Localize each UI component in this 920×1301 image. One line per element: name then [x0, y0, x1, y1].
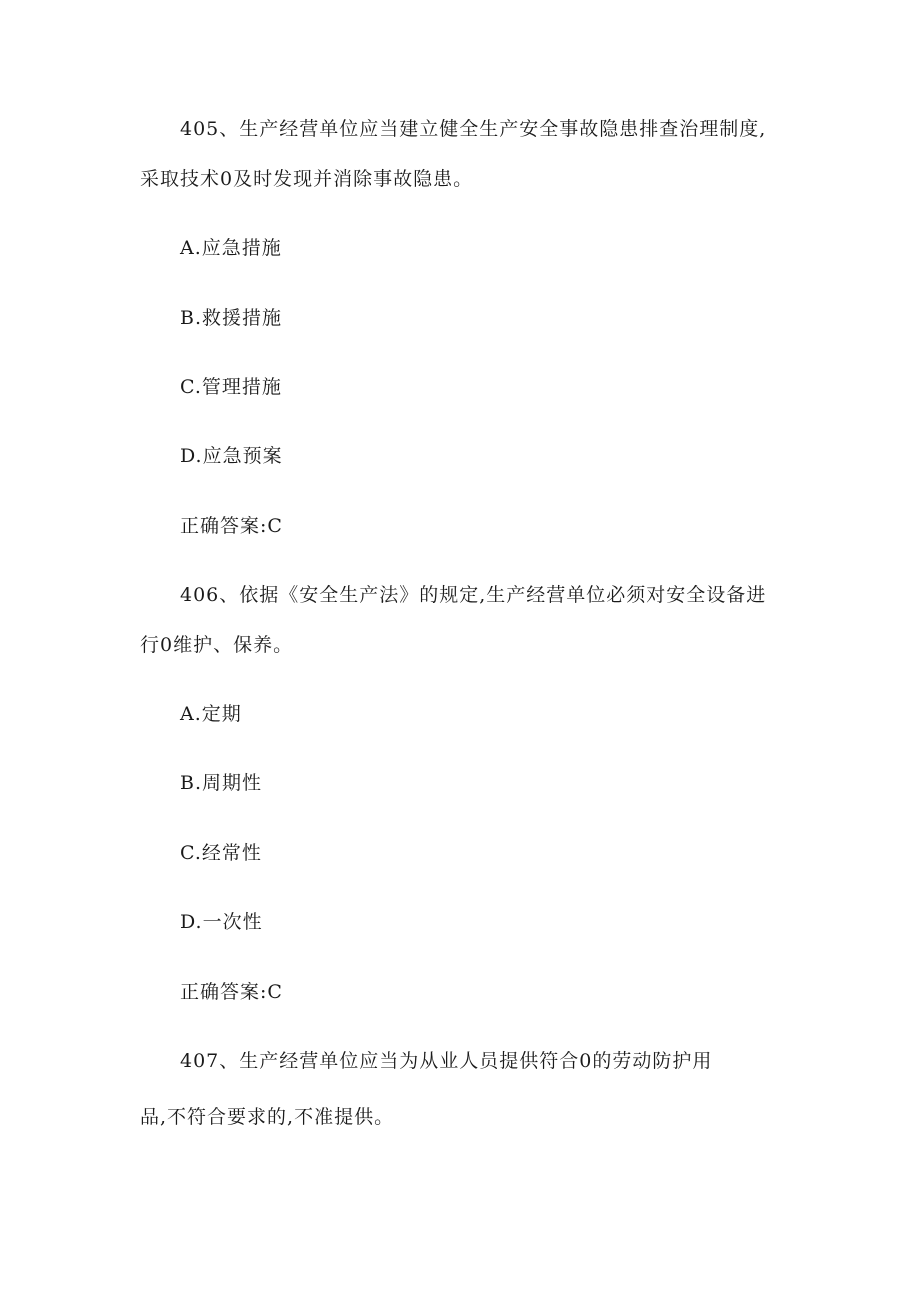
question-stem-line: 407、生产经营单位应当为从业人员提供符合0的劳动防护用	[180, 1050, 713, 1072]
option-a: A.应急措施	[180, 237, 282, 259]
question-stem-line: 行0维护、保养。	[140, 634, 294, 656]
option-c: C.管理措施	[180, 376, 282, 398]
option-a: A.定期	[180, 703, 242, 725]
question-stem-line: 406、依据《安全生产法》的规定,生产经营单位必须对安全设备进	[180, 584, 767, 606]
question-stem-line: 采取技术0及时发现并消除事故隐患。	[140, 168, 474, 190]
question-stem-line: 品,不符合要求的,不准提供。	[140, 1106, 395, 1128]
option-b: B.周期性	[180, 772, 263, 794]
question-stem-line: 405、生产经营单位应当建立健全生产安全事故隐患排查治理制度,	[180, 118, 767, 140]
option-b: B.救援措施	[180, 307, 283, 329]
option-d: D.应急预案	[180, 445, 283, 467]
option-c: C.经常性	[180, 842, 262, 864]
correct-answer: 正确答案:C	[180, 981, 283, 1003]
correct-answer: 正确答案:C	[180, 515, 283, 537]
option-d: D.一次性	[180, 911, 263, 933]
